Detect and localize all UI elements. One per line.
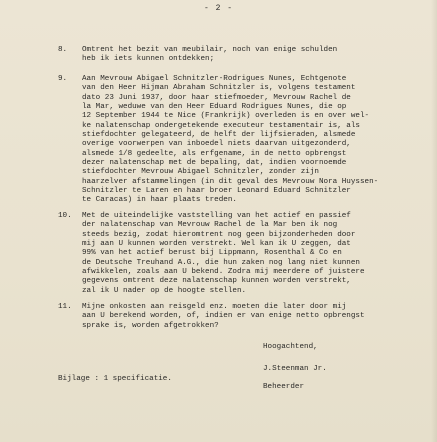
paragraph-line: alsmede 1/8 gedeelte, als erfgename, in de netto opbrengst [82,149,347,158]
paragraph-line: gegevens omtrent deze nalatenschap kunnen worden verstrekt, [82,277,351,286]
paragraph-number: 9. [58,75,68,83]
signatory-role: Beheerder [263,383,305,391]
paragraph-line: stiefdochter gelegateerd, de helft der lijfsieraden, alsmede [82,131,356,140]
paragraph-line: overige voorwerpen van inboedel niets daarvan uitgezonderd, [82,140,351,149]
paragraph-number: 10. [58,212,72,220]
paragraph-line: Aan Mevrouw Abigael Schnitzler-Rodrigues Nunes, Echtgenote [82,75,347,83]
paragraph-line: mij aan U kunnen worden verstrekt. Wel kan ik U zeggen, dat [82,240,351,249]
enclosure-note: Bijlage : 1 specificatie. [58,375,172,383]
paragraph-number: 8. [58,46,68,54]
paragraph-number: 11. [58,303,72,311]
paper-edge-shadow [431,0,437,442]
paragraph-line: de Deutsche Treuhand A.G., die hun zaken nog lang niet kunnen [82,258,360,267]
paragraph-line: haarzelver afstammelingen (in dit geval des Mevrouw Nora Huyssen- [82,177,379,186]
paragraph-line: afwikkelen, zoals aan U bekend. Zodra mij meerdere of juistere [82,268,365,277]
closing-salutation: Hoogachtend, [263,343,318,351]
paragraph-line: 99% van het actief berust bij Lippmann, Rosenthal & Co en [82,249,342,258]
paragraph-10 [58,212,430,296]
paragraph-line: heb ik iets kunnen ontdekken; [82,55,215,64]
paragraph-line: 12 September 1944 te Nice (Frankrijk) overleden is en over wel- [82,112,370,121]
paragraph-11 [58,303,430,331]
paragraph-line: dato 23 Juni 1937, door haar stiefmoeder, Mevrouw Rachel de [82,93,351,102]
paragraph-line: Met de uiteindelijke vaststelling van het actief en passief [82,212,351,220]
paragraph-line: der nalatenschap van Mevrouw Rachel de la Mar ben ik nog [82,221,338,230]
paragraph-line: la Mar, weduwe van den Heer Eduard Rodrigues Nunes, die op [82,103,347,112]
page-number: - 2 - [203,4,233,13]
paragraph-8 [58,46,430,65]
paragraph-line: Schnitzler te Laren en haar broer Leonard Eduard Schnitzler [82,187,351,196]
paragraph-line: Omtrent het bezit van meubilair, noch van enige schulden [82,46,338,54]
paragraph-line: van den Heer Hijman Abraham Schnitzler is, volgens testament [82,84,356,93]
paragraph-line: steeds bezig, zodat hieromtrent nog geen bijzonderheden door [82,230,356,239]
paragraph-line: ke nalatenschap ondergetekende executeur testamentair is, als [82,121,360,130]
paragraph-line: dezer nalatenschap met de bepaling, dat, indien voornoemde [82,159,347,168]
paragraph-line: te Caracas) in haar plaats treden. [82,196,237,205]
paragraph-line: sprake is, worden afgetrokken? [82,321,219,330]
paragraph-line: zal ik U nader op de hoogte stellen. [82,286,247,295]
paragraph-9 [58,75,430,206]
paragraph-line: aan U berekend worden, of, indien er van enige netto opbrengst [82,312,365,321]
paragraph-line: Mijne onkosten aan reisgeld enz. moeten die later door mij [82,303,347,311]
signatory-name: J.Steenman Jr. [263,365,327,373]
paragraph-line: stiefdochter Mevrouw Abigael Schnitzler, zonder zijn [82,168,319,177]
